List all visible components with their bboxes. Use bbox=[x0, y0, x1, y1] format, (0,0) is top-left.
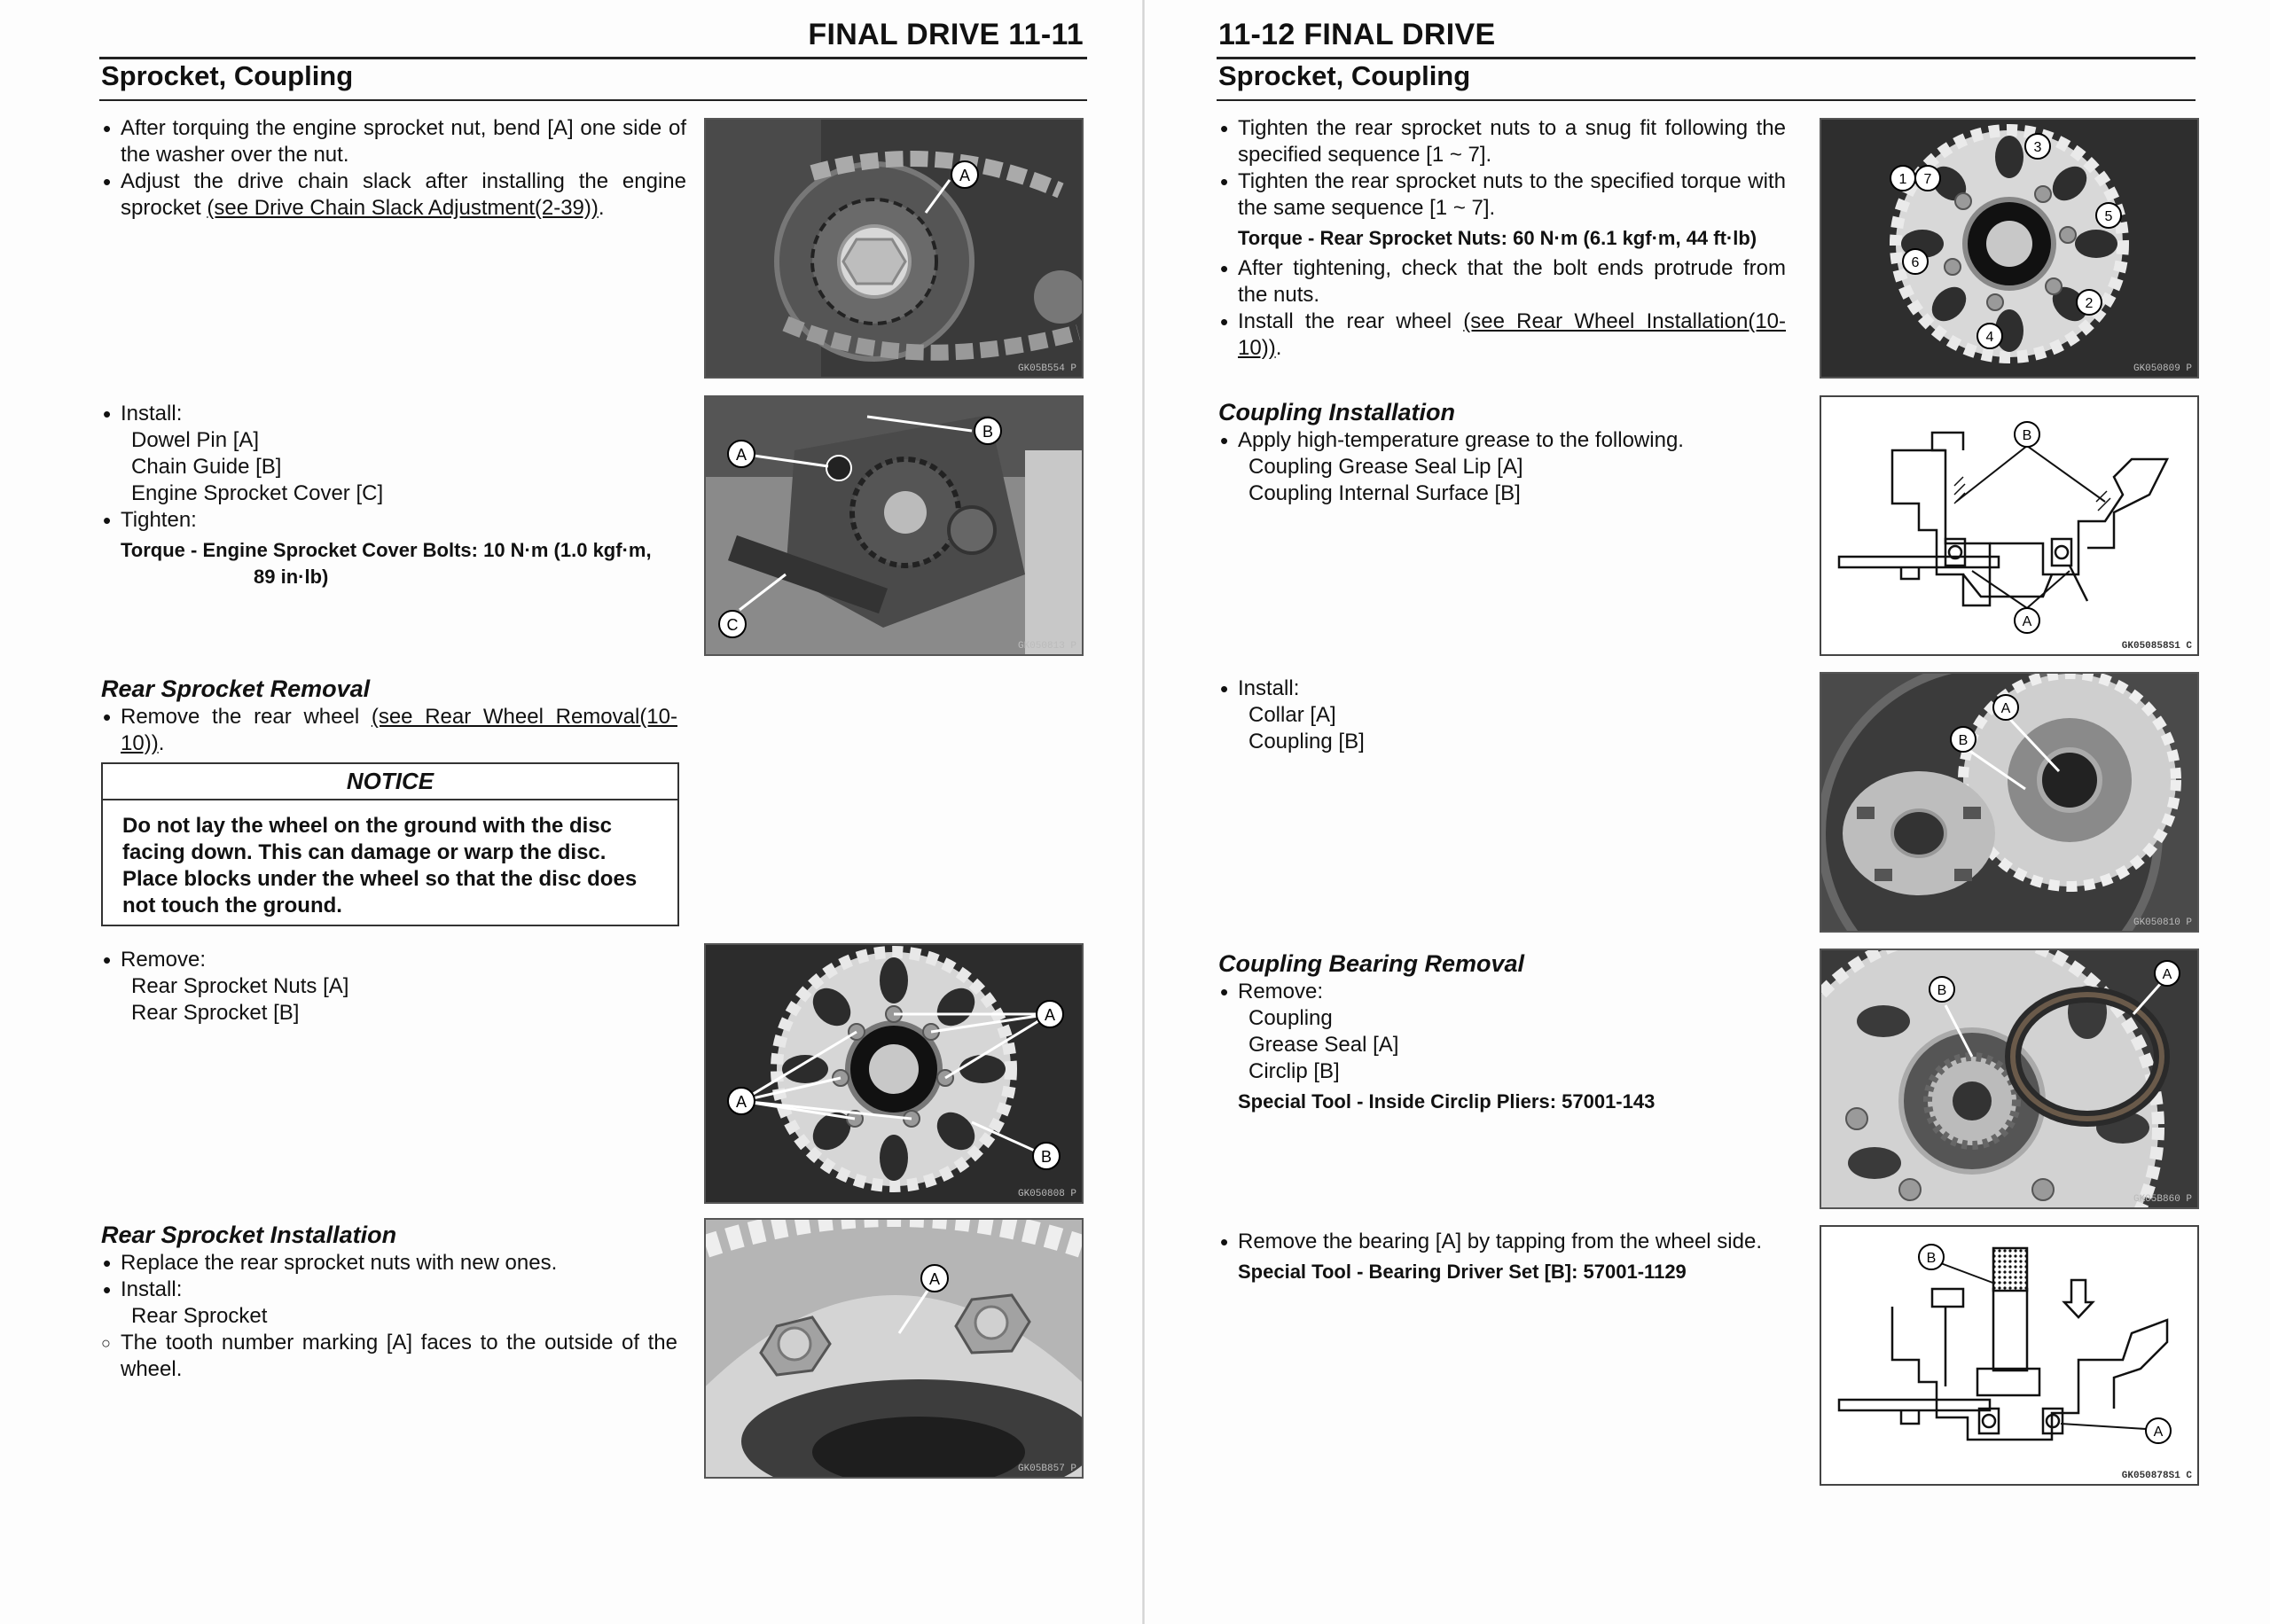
svg-text:2: 2 bbox=[2085, 296, 2094, 311]
step-adjust-chain-text: Adjust the drive chain slack after installing the engine sprocket bbox=[121, 169, 686, 220]
header-rule bbox=[1217, 57, 2196, 59]
install-label: • Install: bbox=[1218, 675, 1786, 702]
svg-text:B: B bbox=[1958, 733, 1969, 748]
step: • After tightening, check that the bolt ends protrude from the nuts. bbox=[1218, 255, 1786, 308]
step: • Apply high-temperature grease to the following. bbox=[1218, 427, 1786, 454]
rear-wheel-removal-link[interactable]: (see Rear Wheel Removal(10-10)) bbox=[121, 705, 677, 755]
coupling-bearing-removal-title: Coupling Bearing Removal bbox=[1218, 950, 1525, 977]
svg-text:A: A bbox=[2022, 614, 2032, 629]
svg-text:1: 1 bbox=[1898, 172, 1907, 187]
step: • Remove the bearing [A] by tapping from the wheel side. bbox=[1218, 1229, 1804, 1255]
tightening-sequence-photo bbox=[1820, 118, 2199, 379]
remove-item: Rear Sprocket [B] bbox=[131, 1001, 300, 1025]
special-tool-spec: Special Tool - Bearing Driver Set [B]: 57001-1129 bbox=[1238, 1261, 1687, 1283]
torque-spec: Torque - Rear Sprocket Nuts: 60 N·m (6.1 kgf·m, 44 ft·lb) bbox=[1238, 227, 1757, 249]
sprocket-cover-photo bbox=[704, 395, 1084, 656]
engine-sprocket-steps bbox=[101, 115, 686, 222]
svg-text:A: A bbox=[959, 167, 971, 184]
figure-code: GK050808 P bbox=[1017, 1189, 1076, 1199]
remove-item: Grease Seal [A] bbox=[1248, 1033, 1399, 1057]
figure-code: GK05B857 P bbox=[1017, 1464, 1076, 1474]
install-label: • Install: bbox=[101, 401, 704, 427]
rear-removal-text: Remove the rear wheel bbox=[121, 705, 372, 729]
rear-install-steps bbox=[101, 1250, 677, 1383]
notice-text: Do not lay the wheel on the ground with the disc facing down. This can damage or warp the disc. Place blocks under the wheel so that the disc does not touch the ground. bbox=[122, 814, 638, 917]
coupling-grease-diagram bbox=[1820, 395, 2199, 656]
svg-text:A: A bbox=[1044, 1006, 1056, 1024]
svg-text:A: A bbox=[2000, 701, 2011, 716]
coupling-grease-steps bbox=[1218, 427, 1786, 507]
drive-chain-slack-link[interactable]: (see Drive Chain Slack Adjustment(2-39)) bbox=[207, 196, 599, 220]
step-bend-washer: • After torquing the engine sprocket nut, bend [A] one side of the washer over the nut. bbox=[101, 115, 686, 168]
sprocket-nut-steps bbox=[1218, 115, 1786, 362]
svg-text:B: B bbox=[1040, 1148, 1053, 1166]
right-page bbox=[1144, 0, 2270, 1624]
left-section-title: Sprocket, Coupling bbox=[101, 60, 354, 91]
section-rule bbox=[1217, 99, 2196, 101]
step-text: Install the rear wheel bbox=[1238, 309, 1464, 333]
step-adjust-chain: • Adjust the drive chain slack after installing the engine sprocket (see Drive Chain Slack Adjustment(2-39)). bbox=[101, 168, 686, 222]
svg-text:A: A bbox=[2153, 1425, 2164, 1440]
bearing-driver-diagram bbox=[1820, 1225, 2199, 1486]
install-item: Dowel Pin [A] bbox=[131, 428, 260, 452]
remove-item: Rear Sprocket Nuts [A] bbox=[131, 974, 349, 998]
tooth-marking-photo bbox=[704, 1218, 1084, 1479]
svg-text:A: A bbox=[2162, 967, 2172, 982]
torque-spec-cont: 89 in·lb) bbox=[254, 566, 329, 588]
remove-item: Circlip [B] bbox=[1248, 1059, 1340, 1083]
torque-spec-text: Torque - Engine Sprocket Cover Bolts: 10 N·m (1.0 kgf·m, bbox=[121, 539, 652, 561]
svg-text:A: A bbox=[735, 1093, 748, 1111]
cover-install-steps bbox=[101, 401, 704, 590]
svg-text:4: 4 bbox=[1985, 330, 1994, 345]
svg-text:B: B bbox=[1937, 983, 1947, 998]
header-rule bbox=[99, 57, 1087, 59]
svg-text:C: C bbox=[726, 616, 739, 634]
remove-label: • Remove: bbox=[101, 947, 686, 973]
install-step: • Replace the rear sprocket nuts with new ones. bbox=[101, 1250, 677, 1277]
svg-text:A: A bbox=[928, 1270, 941, 1288]
remove-label: • Remove: bbox=[1218, 979, 1786, 1005]
svg-text:A: A bbox=[735, 446, 748, 464]
bearing-tap-steps bbox=[1218, 1229, 1804, 1285]
figure-code: GK050809 P bbox=[2133, 363, 2192, 374]
coupling-collar-photo bbox=[1820, 672, 2199, 933]
remove-steps bbox=[101, 947, 686, 1027]
rear-sprocket-installation-title: Rear Sprocket Installation bbox=[101, 1222, 397, 1248]
step: • Tighten the rear sprocket nuts to the specified torque with the same sequence [1 ~ 7]. bbox=[1218, 168, 1786, 222]
svg-text:3: 3 bbox=[2033, 140, 2042, 155]
coupling-installation-title: Coupling Installation bbox=[1218, 399, 1455, 426]
right-section-title: Sprocket, Coupling bbox=[1218, 60, 1471, 91]
install-item: Coupling [B] bbox=[1248, 730, 1365, 753]
grease-seal-photo bbox=[1820, 949, 2199, 1209]
collar-install-steps bbox=[1218, 675, 1786, 755]
rear-wheel-installation-link[interactable]: (see Rear Wheel Installation(10-10)) bbox=[1238, 309, 1786, 360]
grease-item: Coupling Grease Seal Lip [A] bbox=[1248, 455, 1523, 479]
right-page-header: 11-12 FINAL DRIVE bbox=[1218, 18, 1496, 51]
figure-code: GK050878S1 C bbox=[2121, 1471, 2192, 1481]
engine-sprocket-photo bbox=[704, 118, 1084, 379]
figure-code: GK050810 P bbox=[2133, 917, 2192, 928]
step: • Tighten the rear sprocket nuts to a snug fit following the specified sequence [1 ~ 7]. bbox=[1218, 115, 1786, 168]
bearing-removal-steps bbox=[1218, 979, 1786, 1115]
tighten-label: • Tighten: bbox=[101, 507, 704, 534]
figure-code: GK050858S1 C bbox=[2121, 641, 2192, 652]
grease-item: Coupling Internal Surface [B] bbox=[1248, 481, 1521, 505]
figure-code: GK050813 P bbox=[1017, 641, 1076, 652]
figure-code: GK05B860 P bbox=[2133, 1194, 2192, 1205]
install-item: Collar [A] bbox=[1248, 703, 1336, 727]
left-page-header: FINAL DRIVE 11-11 bbox=[808, 18, 1084, 51]
svg-text:6: 6 bbox=[1911, 255, 1920, 270]
install-step: • Install: bbox=[101, 1277, 677, 1303]
svg-text:B: B bbox=[1926, 1251, 1937, 1266]
special-tool-spec: Special Tool - Inside Circlip Pliers: 57001-143 bbox=[1238, 1090, 1656, 1113]
remove-item: Coupling bbox=[1248, 1006, 1333, 1030]
notice-box bbox=[101, 762, 679, 926]
install-item: Rear Sprocket bbox=[131, 1304, 268, 1328]
rear-removal-step: • Remove the rear wheel (see Rear Wheel Removal(10-10)). bbox=[101, 704, 677, 757]
install-item: Engine Sprocket Cover [C] bbox=[131, 481, 384, 505]
notice-title: NOTICE bbox=[103, 764, 677, 800]
figure-code: GK05B554 P bbox=[1017, 363, 1076, 374]
rear-sprocket-photo bbox=[704, 943, 1084, 1204]
step: • Install the rear wheel (see Rear Wheel Installation(10-10)). bbox=[1218, 308, 1786, 362]
install-item: Chain Guide [B] bbox=[131, 455, 282, 479]
section-rule bbox=[99, 99, 1087, 101]
svg-text:5: 5 bbox=[2104, 209, 2113, 224]
rear-sprocket-removal-title: Rear Sprocket Removal bbox=[101, 675, 371, 702]
svg-text:B: B bbox=[2022, 428, 2032, 443]
svg-text:B: B bbox=[982, 423, 994, 441]
install-note: ○ The tooth number marking [A] faces to the outside of the wheel. bbox=[101, 1330, 677, 1383]
svg-text:7: 7 bbox=[1923, 172, 1932, 187]
torque-spec bbox=[101, 537, 704, 590]
